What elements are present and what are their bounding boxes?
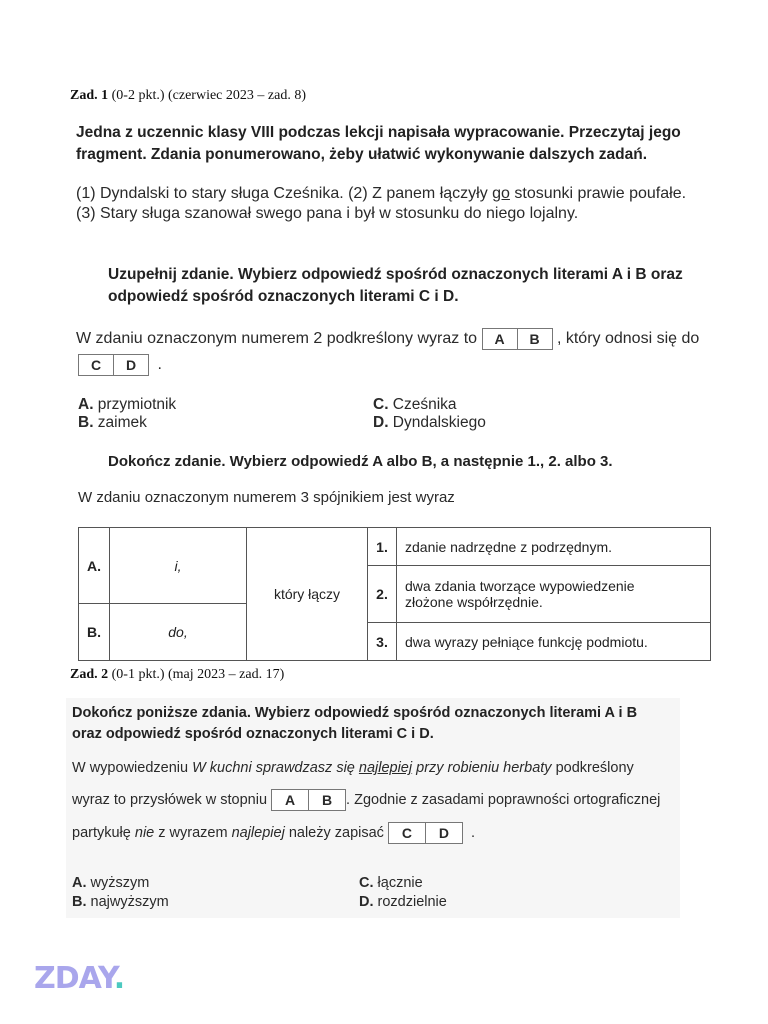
task2-meta: (0-1 pkt.) (maj 2023 – zad. 17) [111,667,285,682]
option-box-a[interactable]: A [494,331,505,347]
answer-box-ab-2[interactable] [271,789,346,811]
cell-b-label: B. [79,604,110,661]
task1-sentence1: W zdaniu oznaczonym numerem 2 podkreślony wyraz to A B , który odnosi się do [76,328,699,350]
cell-option-2[interactable]: dwa zdania tworzące wypowiedzenie złożone współrzędnie. [397,566,711,623]
task2-option-c: C. łącznie [359,875,423,891]
task1-intro-line: fragment. Zdania ponumerowano, żeby ułatwić wykonywanie dalszych zadań. [76,146,648,163]
task1-sentence2: W zdaniu oznaczonym numerem 3 spójnikiem jest wyraz [78,489,455,506]
logo-dot: . [113,961,125,996]
task1-intro [76,122,681,166]
cell-n1: 1. [368,528,397,566]
answer-table [78,527,711,661]
option-box-b[interactable]: B [308,790,345,810]
option-box-d[interactable]: D [113,355,148,375]
fragment-line-1: (1) Dyndalski to stary sługa Cześnika. (2) Z panem łączyły go stosunki prawie poufałe. [76,185,687,202]
task1-number: Zad. 1 [70,88,109,103]
task2-line2: wyraz to przysłówek w stopniu A B . Zgodnie z zasadami poprawności ortograficznej [72,789,660,811]
task2-option-d: D. rozdzielnie [359,894,447,910]
task2-line3: partykułę nie z wyrazem najlepiej należy zapisać C D . [72,822,475,844]
task1-instruction2: Dokończ zdanie. Wybierz odpowiedź A albo B, a następnie 1., 2. albo 3. [108,453,613,470]
underlined-word: najlepiej [358,760,413,776]
task1-sentence1-cont: C D . [78,354,162,376]
task1-option-d: D. Dyndalskiego [373,414,486,431]
answer-box-ab[interactable] [482,328,553,350]
option-box-c[interactable]: C [401,825,413,841]
cell-a-label: A. [79,528,110,604]
cell-a-value[interactable]: i, [110,528,247,604]
task1-meta: (0-2 pkt.) (czerwiec 2023 – zad. 8) [111,88,306,103]
option-box-a[interactable]: A [284,792,296,808]
cell-n2: 2. [368,566,397,623]
task2-option-b: B. najwyższym [72,894,169,910]
task1-option-b: B. zaimek [78,414,147,431]
task2-header [70,667,284,683]
task2-instruction [72,703,637,745]
task1-option-a: A. przymiotnik [78,396,177,413]
underlined-word: go [492,185,510,202]
cell-option-1[interactable]: zdanie nadrzędne z podrzędnym. [397,528,711,566]
logo-text: ZDAY [34,961,114,996]
fragment-line-2: (3) Stary sługa szanował swego pana i był w stosunku do niego lojalny. [76,205,579,222]
task1-header [70,88,306,104]
cell-b-value[interactable]: do, [110,604,247,661]
instruction-line: oraz odpowiedź spośród oznaczonych literami C i D. [72,726,434,742]
cell-n3: 3. [368,623,397,661]
task2-number: Zad. 2 [70,667,109,682]
task2-option-a: A. wyższym [72,875,150,891]
task1-intro-line: Jedna z uczennic klasy VIII podczas lekcji napisała wypracowanie. Przeczytaj jego [76,124,681,141]
cell-middle: który łączy [247,528,368,661]
option-box-d[interactable]: D [425,823,462,843]
option-box-b[interactable]: B [517,329,552,349]
task1-instruction1 [108,264,683,308]
cell-option-3[interactable]: dwa wyrazy pełniące funkcję podmiotu. [397,623,711,661]
zday-logo [34,961,124,996]
answer-box-cd-2[interactable] [388,822,463,844]
instruction-line: Uzupełnij zdanie. Wybierz odpowiedź spośród oznaczonych literami A i B oraz [108,266,683,283]
instruction-line: odpowiedź spośród oznaczonych literami C i D. [108,288,459,305]
task1-option-c: C. Cześnika [373,396,457,413]
task1-fragment [76,184,686,224]
task2-line1: W wypowiedzeniu W kuchni sprawdzasz się najlepiej przy robieniu herbaty podkreślony [72,760,634,776]
answer-box-cd[interactable] [78,354,149,376]
option-box-c[interactable]: C [90,357,102,373]
instruction-line: Dokończ poniższe zdania. Wybierz odpowiedź spośród oznaczonych literami A i B [72,705,638,721]
